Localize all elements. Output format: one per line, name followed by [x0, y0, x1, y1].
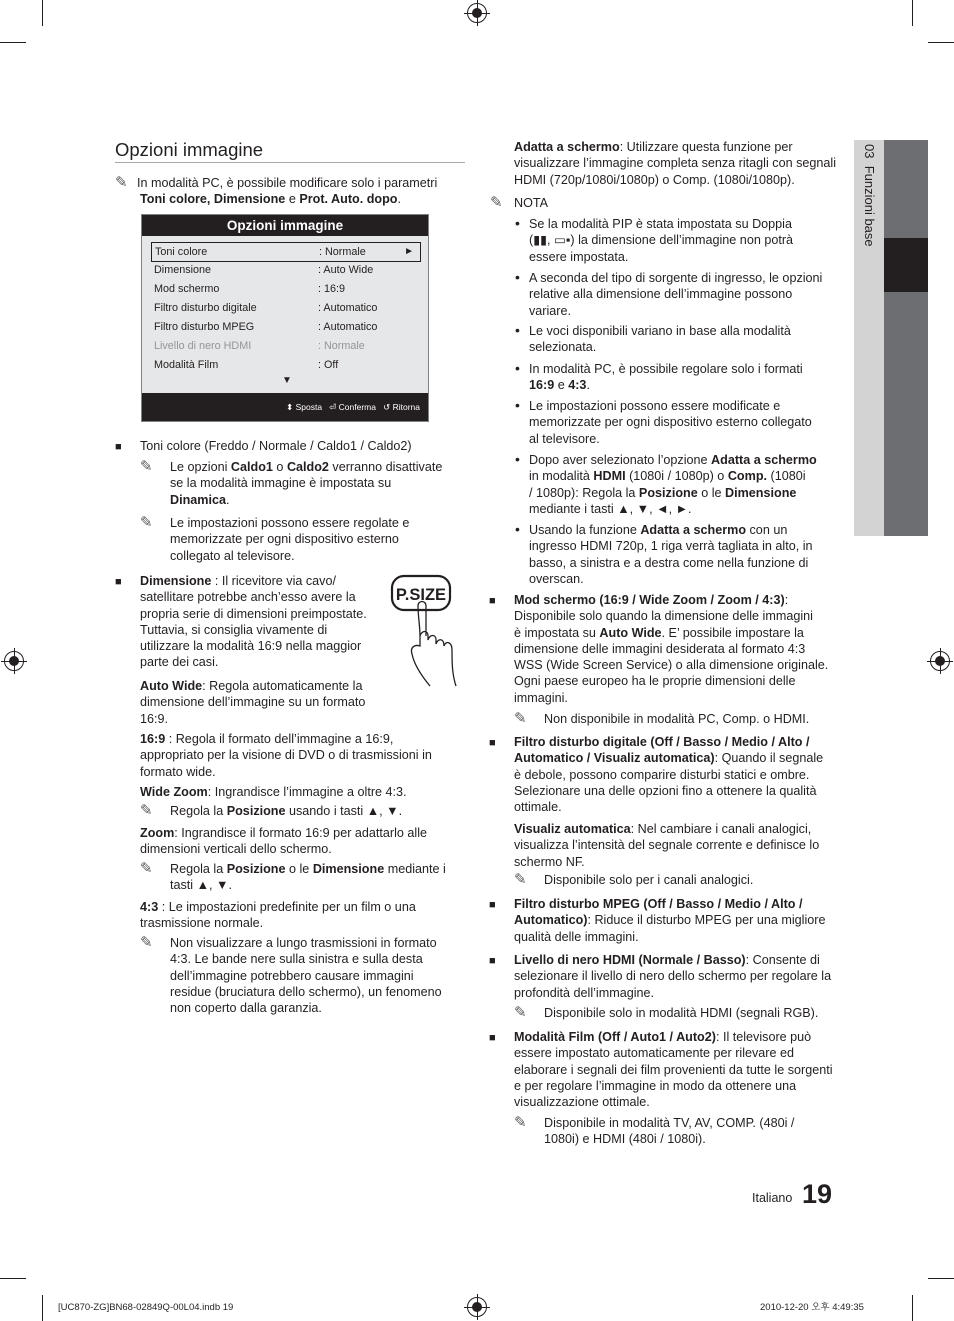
nota-item: Le impostazioni possono essere modificate e memorizzate per ogni dispositivo esterno collegato al televisore. [529, 399, 812, 446]
osd-row-filtro-digitale[interactable]: Filtro disturbo digitale : Automatico [154, 302, 378, 314]
crop-mark [42, 1295, 43, 1321]
note-pencil-icon: ✎ [514, 1114, 527, 1131]
updown-icon: ⬍ [286, 402, 294, 412]
bullet-square-icon: ■ [489, 595, 496, 607]
psize-label: P.SIZE [395, 586, 447, 604]
note-pencil-icon: ✎ [490, 194, 503, 211]
bullet-square-icon: ■ [115, 441, 122, 453]
note-pencil-icon: ✎ [140, 860, 153, 877]
wide-zoom-note: ✎ Regola la Posizione usando i tasti ▲, ▼. [140, 802, 403, 819]
print-footer-date: 2010-12-20 오후 4:49:35 [760, 1302, 864, 1313]
bullet-dot-icon: • [515, 451, 520, 467]
bullet-dot-icon: • [515, 322, 520, 338]
toni-note-1: ✎ Le opzioni Caldo1 o Caldo2 verranno disattivate se la modalità immagine è impostata su Dinamica. [140, 458, 443, 507]
note-pencil-icon: ✎ [115, 174, 128, 191]
page-language: Italiano [752, 1191, 793, 1205]
osd-row-mod-schermo[interactable]: Mod schermo : 16:9 [154, 283, 346, 295]
note-pencil-icon: ✎ [514, 871, 527, 888]
bullet-square-icon: ■ [489, 1032, 496, 1044]
note-pencil-icon: ✎ [140, 934, 153, 951]
crop-mark [42, 0, 43, 26]
wide-zoom-paragraph: Wide Zoom: Ingrandisce l’immagine a oltre 4:3. [140, 785, 407, 799]
bullet-dot-icon: • [515, 521, 520, 537]
toni-note-2: ✎ Le impostazioni possono essere regolate e memorizzate per ogni dispositivo esterno collegato al televisore. [140, 514, 410, 563]
bullet-square-icon: ■ [489, 899, 496, 911]
note-pencil-icon: ✎ [514, 1004, 527, 1021]
osd-title: Opzioni immagine [142, 215, 428, 236]
osd-help-bar: ⬍ Sposta ⏎ Conferma ↺ Ritorna [142, 393, 428, 421]
bullet-square-icon: ■ [489, 737, 496, 749]
registration-mark-icon [930, 651, 950, 671]
toni-colore-title: Toni colore (Freddo / Normale / Caldo1 / Caldo2) [140, 439, 412, 453]
crop-mark [912, 0, 913, 26]
dimensione-paragraph: Dimensione : Il ricevitore via cavo/ satellitare potrebbe anch’esso avere la propria serie di dimensioni preimpostate. Tuttavia, si consiglia vivamente di utilizzare la modalità 16:9 nella maggior parte dei casi. [140, 574, 367, 670]
adatta-schermo-paragraph: Adatta a schermo: Utilizzare questa funzione per visualizzare l’immagine completa senza ritagli con segnali HDMI (720p/1080i/1080p) o Comp. (1080i/1080p). [514, 140, 836, 187]
osd-menu [141, 214, 429, 422]
mod-schermo-paragraph: Mod schermo (16:9 / Wide Zoom / Zoom / 4:3): Disponibile solo quando la dimensione delle immagini è impostata su Auto Wide. E’ possibile impostare la dimensione delle immagini desiderata al formato 4:3 WSS (Wide Screen Service) o alla dimensione originale. Ogni paese europeo ha le proprie dimensioni delle immagini. [514, 593, 829, 705]
bullet-dot-icon: • [515, 360, 520, 376]
section-title: Opzioni immagine [115, 139, 264, 160]
crop-mark [912, 1295, 913, 1321]
ratio-16-9-paragraph: 16:9 : Regola il formato dell’immagine a 16:9, appropriato per la visione di DVD o di trasmissioni in formato wide. [140, 732, 432, 779]
livello-nero-paragraph: Livello di nero HDMI (Normale / Basso): Consente di selezionare il livello di nero dello schermo per regolare la profondità dell’immagine. [514, 953, 832, 1000]
osd-row-dimensione[interactable]: Dimensione : Auto Wide [154, 264, 374, 276]
osd-row-modalita-film[interactable]: Modalità Film : Off [154, 359, 339, 371]
ratio-4-3-paragraph: 4:3 : Le impostazioni predefinite per un film o una trasmissione normale. [140, 900, 416, 931]
nota-item: A seconda del tipo di sorgente di ingresso, le opzioni relative alla dimensione dell’immagine possono variare. [529, 271, 823, 318]
nota-item: Le voci disponibili variano in base alla modalità selezionata. [529, 324, 791, 355]
registration-mark-icon [4, 651, 24, 671]
chapter-label: 03 Funzioni base [862, 144, 877, 247]
note-pencil-icon: ✎ [140, 802, 153, 819]
nota-item: Dopo aver selezionato l’opzione Adatta a schermo in modalità HDMI (1080i / 1080p) o Comp. (1080i / 1080p): Regola la Posizione o le Dimensione mediante i tasti ▲, ▼, ◄, ►. [529, 453, 817, 516]
registration-mark-icon [467, 1297, 487, 1317]
down-arrow-icon: ▼ [282, 375, 292, 386]
auto-wide-paragraph: Auto Wide: Regola automaticamente la dimensione dell’immagine su un formato 16:9. [140, 679, 366, 726]
print-footer-file: [UC870-ZG]BN68-02849Q-00L04.indb 19 [58, 1302, 234, 1313]
crop-mark [0, 1278, 26, 1279]
right-arrow-icon: ► [404, 246, 414, 257]
osd-row-toni-colore[interactable]: Toni colore : Normale ► [151, 242, 421, 262]
modalita-film-note: ✎ Disponibile in modalità TV, AV, COMP. (480i / 1080i) e HDMI (480i / 1080i). [514, 1114, 795, 1147]
bullet-square-icon: ■ [489, 955, 496, 967]
enter-icon: ⏎ [329, 402, 337, 412]
osd-row-filtro-mpeg[interactable]: Filtro disturbo MPEG : Automatico [154, 321, 378, 333]
nota-heading: ✎ NOTA [490, 194, 549, 211]
filtro-mpeg-paragraph: Filtro disturbo MPEG (Off / Basso / Medio / Alto / Automatico): Riduce il disturbo MPEG per una migliore qualità delle immagini. [514, 897, 826, 944]
crop-mark [928, 42, 954, 43]
zoom-paragraph: Zoom: Ingrandisce il formato 16:9 per adattarlo alle dimensioni verticali dello schermo. [140, 826, 427, 857]
note-pencil-icon: ✎ [514, 710, 527, 727]
mod-schermo-note: ✎ Non disponibile in modalità PC, Comp. o HDMI. [514, 710, 810, 727]
bullet-dot-icon: • [515, 269, 520, 285]
psize-button-illustration [390, 574, 470, 694]
crop-mark [0, 42, 26, 43]
nota-item: In modalità PC, è possibile regolare solo i formati 16:9 e 4:3. [529, 362, 803, 393]
bullet-square-icon: ■ [115, 576, 122, 588]
registration-mark-icon [467, 3, 487, 23]
bullet-dot-icon: • [515, 215, 520, 231]
nota-item: Se la modalità PIP è stata impostata su Doppia (▮▮, ▭▪) la dimensione dell’immagine non potrà essere impostata. [529, 217, 794, 264]
intro-note: ✎ In modalità PC, è possibile modificare solo i parametri Toni colore, Dimensione e Prot. Auto. dopo. [115, 174, 438, 207]
crop-mark [928, 1278, 954, 1279]
zoom-note: ✎ Regola la Posizione o le Dimensione mediante i tasti ▲, ▼. [140, 860, 446, 893]
osd-row-livello-nero: Livello di nero HDMI : Normale [154, 340, 365, 352]
visualiz-note: ✎ Disponibile solo per i canali analogici. [514, 871, 754, 888]
visualiz-automatica-paragraph: Visualiz automatica: Nel cambiare i canali analogici, visualizza l’intensità del segnale corrente e definisce lo schermo NF. [514, 822, 820, 869]
modalita-film-paragraph: Modalità Film (Off / Auto1 / Auto2): Il televisore può essere impostato automaticamente per rilevare ed elaborare i segnali dei film provenienti da tutte le sorgenti e per regolare l’immagine in modo da ottenere una visualizzazione ottimale. [514, 1030, 833, 1110]
filtro-digitale-paragraph: Filtro disturbo digitale (Off / Basso / Medio / Alto / Automatico / Visualiz automatica): Quando il segnale è debole, possono comparire disturbi statici e ombre. Selezionare una delle opzioni fino a ottenere la qualità ottimale. [514, 735, 824, 815]
page-number: 19 [802, 1179, 833, 1209]
nota-item: Usando la funzione Adatta a schermo con un ingresso HDMI 720p, 1 riga verrà tagliata in alto, in basso, a sinistra e a destra come nella funzione di overscan. [529, 523, 813, 586]
ratio-4-3-note: ✎ Non visualizzare a lungo trasmissioni in formato 4:3. Le bande nere sulla sinistra e sulla desta dell’immagine potrebbero causare immagini residue (bruciatura dello schermo), un fenomeno non coperto dalla garanzia. [140, 934, 442, 1016]
chapter-side-tab [854, 140, 928, 536]
note-pencil-icon: ✎ [140, 514, 153, 531]
title-rule [115, 162, 465, 163]
bullet-dot-icon: • [515, 397, 520, 413]
note-pencil-icon: ✎ [140, 458, 153, 475]
return-icon: ↺ [383, 402, 391, 412]
livello-nero-note: ✎ Disponibile solo in modalità HDMI (segnali RGB). [514, 1004, 819, 1021]
